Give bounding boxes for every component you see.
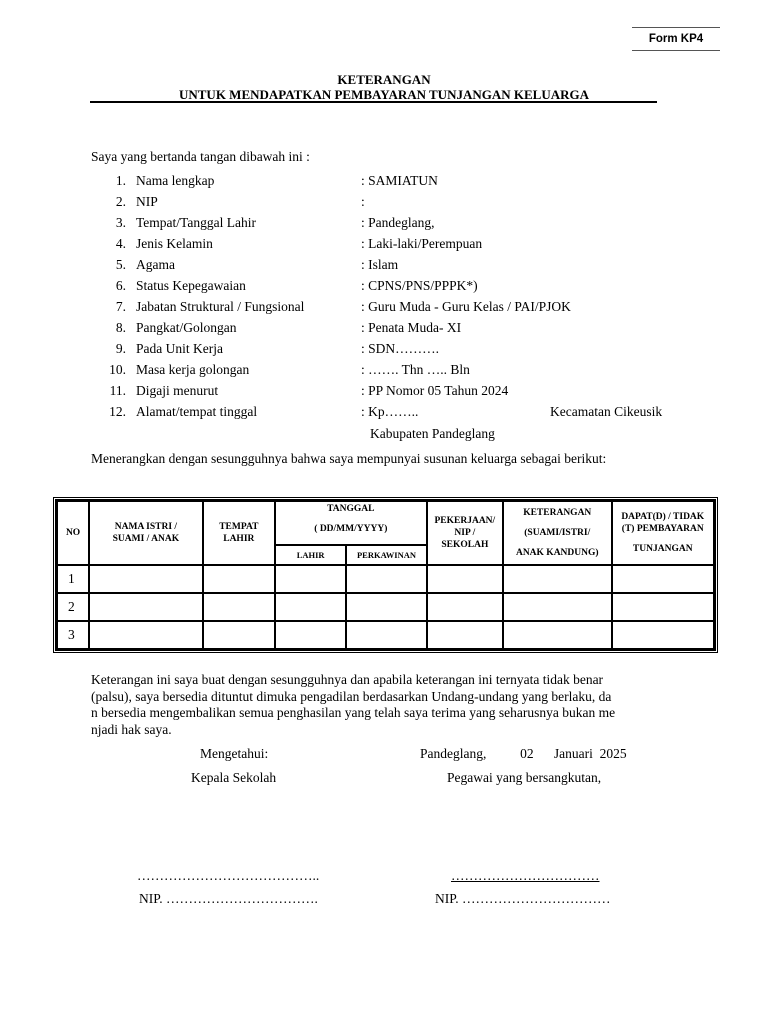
cell-name <box>89 593 203 621</box>
cell-name <box>89 621 203 649</box>
declaration-text: Menerangkan dengan sesungguhnya bahwa saya mempunyai susunan keluarga sebagai berikut: <box>91 451 607 466</box>
cell-job <box>427 621 503 649</box>
signature-left-role: Kepala Sekolah <box>191 770 277 785</box>
cell-date-marriage <box>346 593 426 621</box>
cell-date-birth <box>275 593 346 621</box>
row-number: 1 <box>57 565 89 593</box>
header-date-marriage: PERKAWINAN <box>346 545 426 565</box>
item-value: : CPNS/PNS/PPPK*) <box>361 278 478 293</box>
item-value: : Pandeglang, <box>361 215 435 230</box>
header-text: NAMA ISTRI / <box>114 522 178 532</box>
header-text: SEKOLAH <box>441 540 489 550</box>
closing-line: njadi hak saya. <box>91 721 172 737</box>
header-date-birth: LAHIR <box>275 545 346 565</box>
header-text: ( DD/MM/YYYY) <box>314 524 388 534</box>
item-number: 11. <box>109 383 126 398</box>
item-label: Nama lengkap <box>136 173 215 188</box>
item-value: : SDN………. <box>361 341 440 356</box>
header-text: NIP / <box>454 528 476 538</box>
item-value-district: Kecamatan Cikeusik <box>550 404 663 419</box>
item-value: : ……. Thn ….. Bln <box>361 362 470 377</box>
cell-birthplace <box>203 565 275 593</box>
cell-remarks <box>503 621 611 649</box>
header-text: TUNJANGAN <box>632 544 693 554</box>
item-value: : PP Nomor 05 Tahun 2024 <box>361 383 509 398</box>
row-number: 2 <box>57 593 89 621</box>
item-label: NIP <box>136 194 158 209</box>
signature-right-role: Pegawai yang bersangkutan, <box>447 770 602 785</box>
item-label: Digaji menurut <box>136 383 219 398</box>
header-eligibility <box>612 501 715 565</box>
title-line-2: UNTUK MENDAPATKAN PEMBAYARAN TUNJANGAN KELUARGA <box>178 87 589 102</box>
item-label: Status Kepegawaian <box>136 278 246 293</box>
item-label: Agama <box>136 257 175 272</box>
header-text: KETERANGAN <box>523 508 592 518</box>
item-label: Masa kerja golongan <box>136 362 250 377</box>
item-label: Jabatan Struktural / Fungsional <box>136 299 305 314</box>
item-value: : Kp…….. <box>361 404 419 419</box>
cell-remarks <box>503 565 611 593</box>
header-text: DAPAT(D) / TIDAK <box>621 512 705 522</box>
header-text: TANGGAL <box>327 504 375 514</box>
cell-birthplace <box>203 621 275 649</box>
item-number: 5. <box>115 257 126 272</box>
item-number: 9. <box>115 341 126 356</box>
item-value: : Penata Muda- XI <box>361 320 462 335</box>
item-number: 2. <box>115 194 126 209</box>
cell-date-birth <box>275 621 346 649</box>
header-job <box>427 501 503 565</box>
family-table <box>55 499 716 651</box>
cell-name <box>89 565 203 593</box>
closing-line: Keterangan ini saya buat dengan sesungguhnya dan apabila keterangan ini ternyata tidak benar <box>91 672 604 687</box>
item-label: Jenis Kelamin <box>136 236 213 251</box>
closing-line: (palsu), saya bersedia dituntut dimuka pengadilan berdasarkan Undang-undang yang berlaku, da <box>91 688 612 704</box>
cell-date-marriage <box>346 621 426 649</box>
form-code: Form KP4 <box>632 27 720 51</box>
signature-right-name: …………………………… <box>451 868 600 883</box>
row-number: 3 <box>57 621 89 649</box>
header-date <box>275 501 427 545</box>
header-text: PEKERJAAN/ <box>434 516 496 526</box>
cell-job <box>427 565 503 593</box>
signature-place-date: Pandeglang, 02 Januari 2025 <box>420 746 627 761</box>
table-row <box>57 621 714 649</box>
header-text: (SUAMI/ISTRI/ <box>524 528 591 538</box>
header-remarks <box>503 501 611 565</box>
item-label: Alamat/tempat tinggal <box>136 404 258 419</box>
header-text: LAHIR <box>223 534 255 544</box>
item-number: 6. <box>115 278 126 293</box>
item-label: Pangkat/Golongan <box>136 320 237 335</box>
address-line-2: Kabupaten Pandeglang <box>370 426 495 441</box>
item-value: : SAMIATUN <box>361 173 438 188</box>
cell-birthplace <box>203 593 275 621</box>
cell-eligibility <box>612 621 715 649</box>
item-number: 4. <box>115 236 126 251</box>
header-text: ANAK KANDUNG) <box>515 548 599 558</box>
item-number: 1. <box>115 173 126 188</box>
signature-right-nip: NIP. …………………………… <box>435 891 611 906</box>
item-number: 7. <box>115 299 126 314</box>
header-birthplace <box>203 501 275 565</box>
table-row <box>57 593 714 621</box>
intro-text: Saya yang bertanda tangan dibawah ini : <box>91 149 310 164</box>
signature-left-heading: Mengetahui: <box>200 746 269 761</box>
item-number: 3. <box>115 215 126 230</box>
cell-remarks <box>503 593 611 621</box>
closing-line: n bersedia mengembalikan semua penghasilan yang telah saya terima yang seharusnya bukan me <box>91 705 616 721</box>
signature-left-nip: NIP. ……………………………. <box>139 891 318 906</box>
header-name <box>89 501 203 565</box>
title-line-1: KETERANGAN <box>337 72 431 87</box>
item-value: : <box>361 194 365 209</box>
item-number: 10. <box>109 362 126 377</box>
cell-eligibility <box>612 565 715 593</box>
item-number: 12. <box>109 404 126 419</box>
cell-date-marriage <box>346 565 426 593</box>
closing-paragraph <box>91 672 681 738</box>
item-label: Pada Unit Kerja <box>136 341 223 356</box>
cell-date-birth <box>275 565 346 593</box>
signature-left-name: ………………………………….. <box>137 868 320 883</box>
item-number: 8. <box>115 320 126 335</box>
cell-job <box>427 593 503 621</box>
table-row <box>57 565 714 593</box>
header-text: SUAMI / ANAK <box>112 534 180 544</box>
item-value: : Guru Muda - Guru Kelas / PAI/PJOK <box>361 299 571 314</box>
item-label: Tempat/Tanggal Lahir <box>136 215 256 230</box>
cell-eligibility <box>612 593 715 621</box>
item-value: : Islam <box>361 257 399 272</box>
header-text: TEMPAT <box>219 522 259 532</box>
item-value: : Laki-laki/Perempuan <box>361 236 483 251</box>
header-no: NO <box>57 501 89 565</box>
title-underline <box>90 101 657 103</box>
header-text: (T) PEMBAYARAN <box>621 524 704 534</box>
